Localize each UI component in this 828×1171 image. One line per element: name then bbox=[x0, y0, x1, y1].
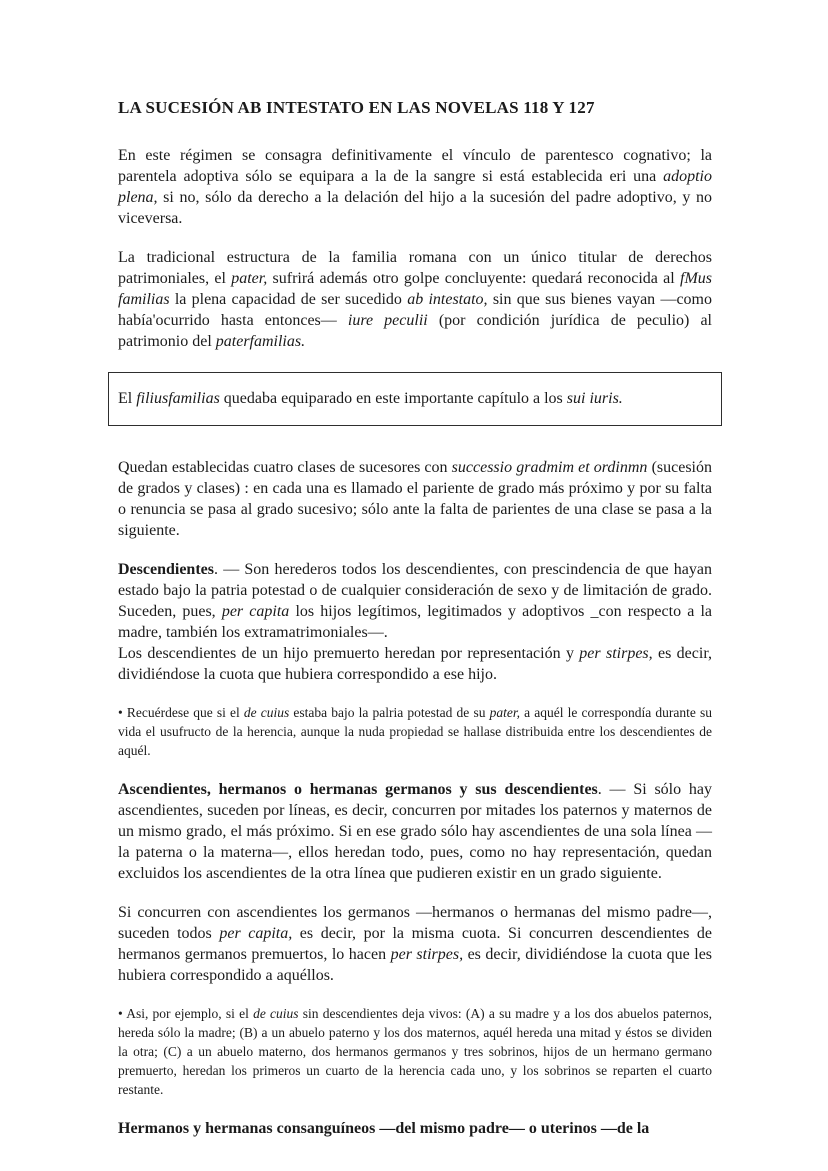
text-run: pater, bbox=[489, 705, 520, 720]
text-run: . — Son herederos todos los descendientes, con prescindencia de que hayan estado bajo la patria potestad o de cualquier consideración de sexo y de limitación de grado. Suceden, pues, bbox=[118, 561, 712, 620]
text-run: (sucesión de grados y clases) : en cada una es llamado el pariente de grado más próximo y por su falta o renuncia se pasa al grado sucesivo; sólo ante la falta de parientes de una clase se pasa a la siguiente. bbox=[118, 459, 712, 539]
text-run: los hijos legítimos, legitimados y adoptivos _con respecto a la madre, también los extramatrimoniales—. bbox=[118, 603, 713, 641]
bold-paragraph bbox=[118, 1118, 712, 1139]
text-run: • Asi, por ejemplo, si el bbox=[118, 1006, 254, 1021]
text-run: de cuius bbox=[243, 705, 290, 720]
paragraph bbox=[118, 247, 712, 352]
text-run: Descendientes bbox=[118, 561, 214, 578]
text-run: estaba bajo la palria potestad de su bbox=[289, 705, 490, 720]
document-body bbox=[118, 145, 712, 1139]
document-content bbox=[118, 97, 712, 1157]
text-run: es decir, dividiéndose la cuota que hubiera correspondido a ese hijo. bbox=[118, 645, 713, 683]
text-run: En este régimen se consagra definitivamente el vínculo de parentesco cognativo; la parentela adoptiva sólo se equipara a la de la sangre si está establecida eri una bbox=[118, 147, 712, 185]
paragraph bbox=[118, 145, 712, 229]
text-run: Ascendientes, hermanos o hermanas germanos y sus descendientes bbox=[118, 781, 598, 798]
text-run: quedaba equiparado en este importante capítulo a los bbox=[219, 390, 567, 407]
boxed-paragraph bbox=[108, 372, 722, 426]
note-paragraph bbox=[118, 703, 712, 760]
text-run: Hermanos y hermanas consanguíneos —del mismo padre— o uterinos —de la bbox=[118, 1120, 650, 1137]
text-run: es decir, por la misma cuota. Si concurren descendientes de hermanos germanos premuertos, lo hacen bbox=[118, 925, 713, 963]
note-paragraph bbox=[118, 1004, 712, 1099]
text-run: (por condición jurídica de peculio) al patrimonio del bbox=[118, 312, 713, 350]
text-run: la plena capacidad de ser sucedido bbox=[169, 291, 408, 308]
text-run: sin descendientes deja vivos: (A) a su madre y a los dos abuelos paternos, hereda sólo la madre; (B) a un abuelo paterno y los dos maternos, aquél hereda una mitad y éstos se dividen la otra; (C) a un abuelo materno, dos hermanos germanos y tres sobrinos, hijos de un hermano germano premuerto, heredan los primeros un cuarto de la herencia cada uno, y los sobrinos se reparten el cuarto restante. bbox=[118, 1006, 712, 1097]
text-run: La tradicional estructura de la familia romana con un único titular de derechos patrimoniales, el bbox=[118, 249, 712, 287]
text-run: pater, bbox=[231, 270, 268, 287]
text-run: sin que sus bienes vayan —como había'ocurrido hasta entonces— bbox=[118, 291, 712, 329]
paragraph bbox=[118, 457, 712, 541]
text-run: ab intestato, bbox=[407, 291, 488, 308]
text-run: • Recuérdese que si el bbox=[118, 705, 244, 720]
text-run: Quedan establecidas cuatro clases de sucesores con bbox=[118, 459, 452, 476]
text-run: es decir, dividiéndose la cuota que les hubiera correspondido a aquéllos. bbox=[118, 946, 713, 984]
text-run: paterfamilias. bbox=[215, 333, 306, 350]
paragraph bbox=[118, 559, 712, 685]
text-run: filiusfamilias bbox=[136, 390, 220, 407]
text-run: a aquél le correspondía durante su vida el usufructo de la herencia, aunque la nuda propiedad se hallase distribuida entre los descendientes de aquél. bbox=[118, 705, 712, 758]
text-run: de cuius bbox=[253, 1006, 299, 1021]
paragraph bbox=[118, 902, 712, 986]
text-run: per stirpes, bbox=[579, 645, 653, 662]
text-run: sui iuris. bbox=[566, 390, 623, 407]
text-run: Si concurren con ascendientes los germanos —hermanos o hermanas del mismo padre—, suceden todos bbox=[118, 904, 712, 942]
document-title: LA SUCESIÓN AB INTESTATO EN LAS NOVELAS 118 Y 127 bbox=[118, 98, 595, 117]
paragraph bbox=[118, 779, 712, 884]
text-run: fMus familias bbox=[118, 270, 712, 308]
text-run: Los descendientes de un hijo premuerto heredan por representación y bbox=[118, 645, 580, 662]
text-run: sufrirá además otro golpe concluyente: quedará reconocida al bbox=[267, 270, 680, 287]
text-run: per capita, bbox=[219, 925, 293, 942]
text-run: iure peculii bbox=[347, 312, 428, 329]
text-run: per stirpes, bbox=[390, 946, 464, 963]
text-run: successio gradmim et ordinmn bbox=[451, 459, 648, 476]
text-run: adoptio plena, bbox=[118, 168, 712, 206]
text-run: El bbox=[118, 390, 137, 407]
text-run: . — Si sólo hay ascendientes, suceden por líneas, es decir, concurren por mitades los paternos y maternos de un mismo grado, el más próximo. Si en ese grado sólo hay ascendientes de una sola línea —la paterna o la materna—, ellos heredan todo, pues, como no hay representación, quedan excluidos los ascendientes de la otra línea que pudieren existir en un grado siguiente. bbox=[118, 781, 713, 882]
text-run: per capita bbox=[221, 603, 290, 620]
text-run: si no, sólo da derecho a la delación del hijo a la sucesión del padre adoptivo, y no viceversa. bbox=[118, 189, 712, 227]
